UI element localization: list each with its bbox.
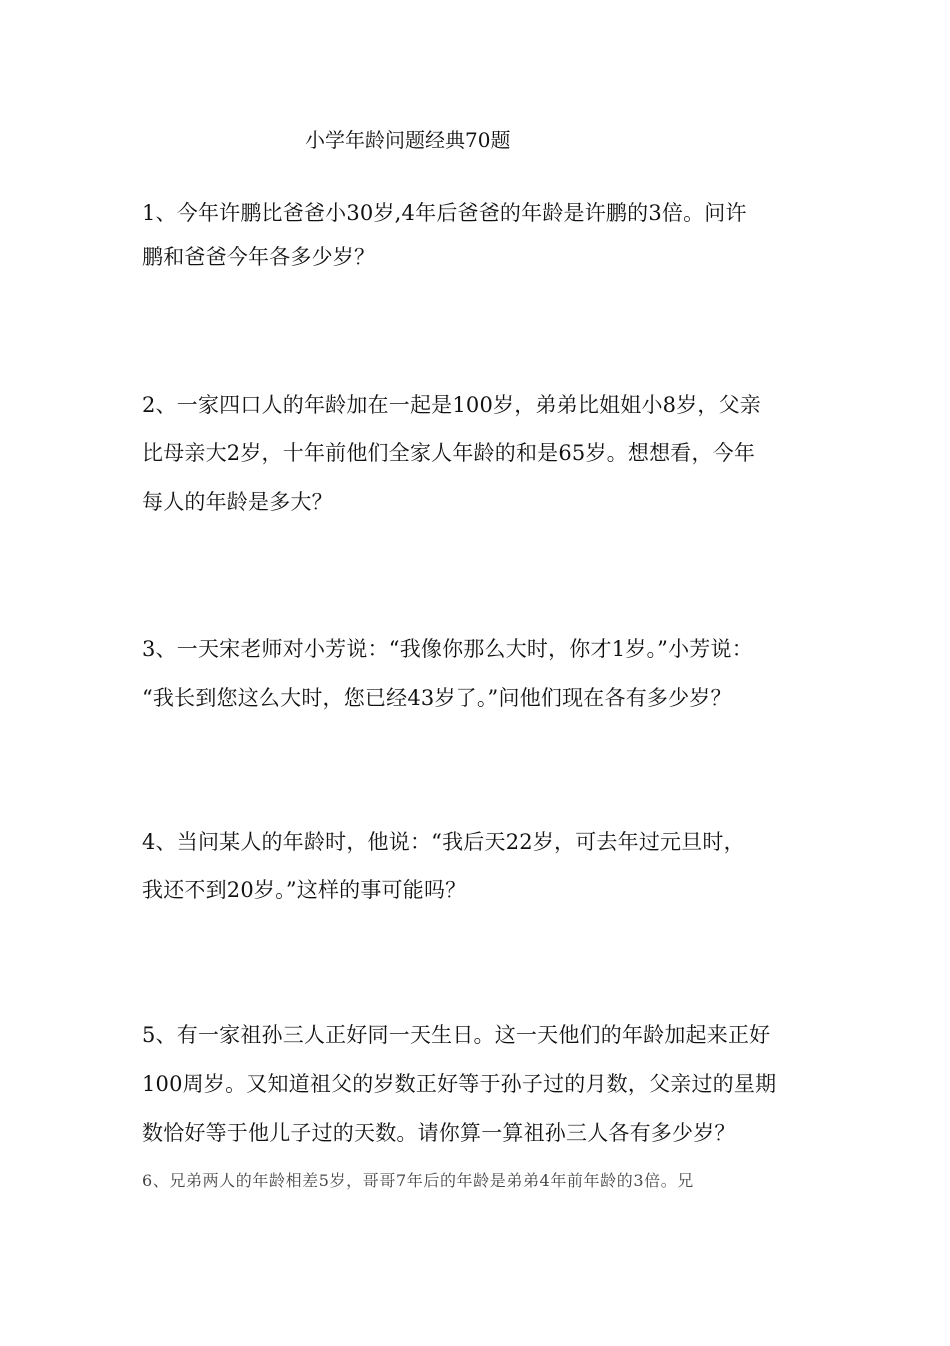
question-1-line-1: 1、今年许鹏比爸爸小30岁,4年后爸爸的年龄是许鹏的3倍。问许 xyxy=(142,201,747,225)
document-title: 小学年龄问题经典70题 xyxy=(305,128,511,152)
question-2-line-1: 2、一家四口人的年龄加在一起是100岁，弟弟比姐姐小8岁，父亲 xyxy=(142,393,762,417)
question-2-line-2: 比母亲大2岁，十年前他们全家人年龄的和是65岁。想想看，今年 xyxy=(142,441,756,465)
question-4-line-2: 我还不到20岁。”这样的事可能吗？ xyxy=(142,878,467,902)
question-4-line-1: 4、当问某人的年龄时，他说：“我后天22岁，可去年过元旦时， xyxy=(142,830,745,854)
question-2-line-3: 每人的年龄是多大？ xyxy=(142,490,333,514)
question-3-line-1: 3、一天宋老师对小芳说：“我像你那么大时，你才1岁。”小芳说： xyxy=(142,637,753,661)
question-5-line-1: 5、有一家祖孙三人正好同一天生日。这一天他们的年龄加起来正好 xyxy=(142,1023,771,1047)
question-1-line-2: 鹏和爸爸今年各多少岁？ xyxy=(142,245,376,269)
question-6-line-1: 6、兄弟两人的年龄相差5岁，哥哥7年后的年龄是弟弟4年前年龄的3倍。兄 xyxy=(142,1171,694,1190)
question-5-line-3: 数恰好等于他儿子过的天数。请你算一算祖孙三人各有多少岁？ xyxy=(142,1121,736,1145)
question-3-line-2: “我长到您这么大时，您已经43岁了。”问他们现在各有多少岁？ xyxy=(142,686,732,710)
question-5-line-2: 100周岁。又知道祖父的岁数正好等于孙子过的月数，父亲过的星期 xyxy=(142,1072,777,1096)
